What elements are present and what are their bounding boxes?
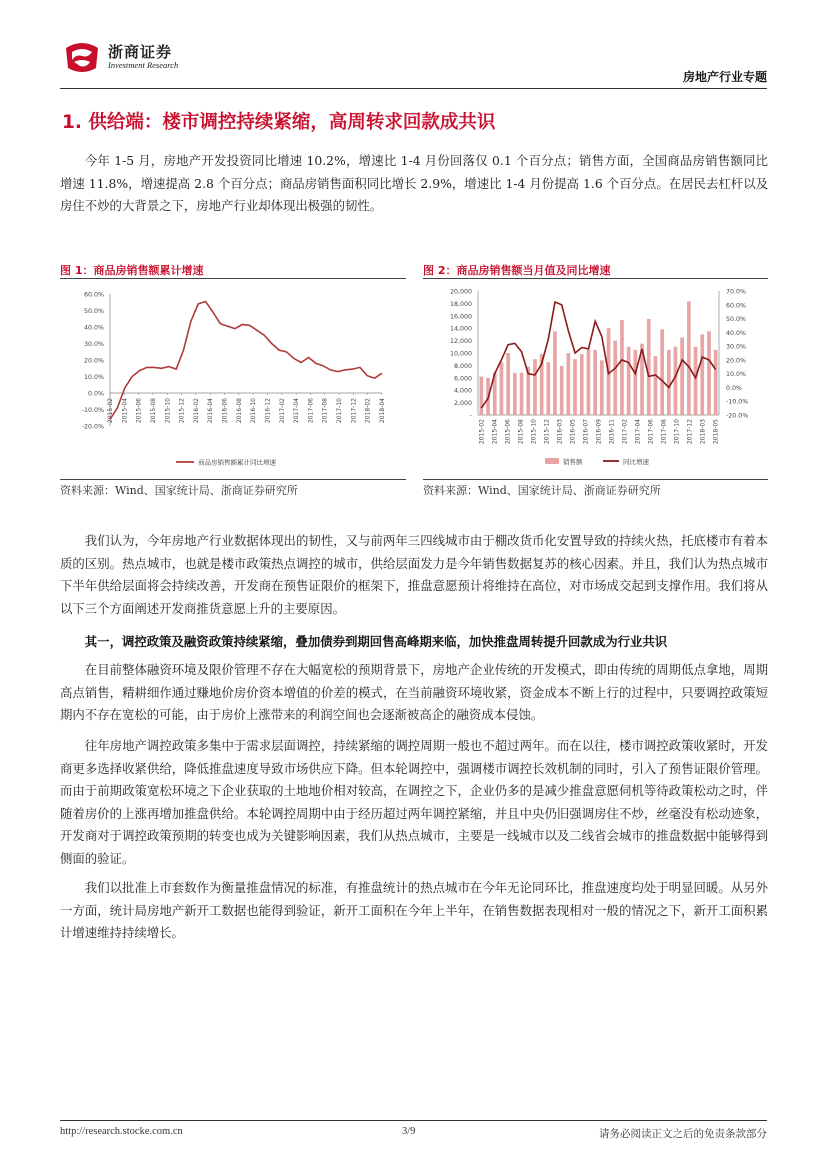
legend-swatch-bar xyxy=(545,458,559,464)
bar-monthly-sales xyxy=(560,366,564,415)
bar-monthly-sales xyxy=(520,373,524,415)
bar-monthly-sales xyxy=(620,320,624,415)
x-tick-label: 2015-06 xyxy=(504,419,512,445)
x-tick-label: 2015-02 xyxy=(478,419,486,445)
bar-monthly-sales xyxy=(627,347,631,415)
brand-name-en: Investment Research xyxy=(108,60,179,70)
y-left-tick-label: 12,000 xyxy=(449,338,472,346)
bar-monthly-sales xyxy=(587,350,591,415)
x-tick-label: 2015-12 xyxy=(543,419,551,445)
bar-monthly-sales xyxy=(667,350,671,415)
y-tick-label: 50.0% xyxy=(83,308,104,315)
footer-divider xyxy=(60,1120,767,1121)
y-tick-label: 60.0% xyxy=(83,291,104,299)
y-left-tick-label: 20,000 xyxy=(449,288,472,296)
brand-name-cn: 浙商证券 xyxy=(108,43,173,61)
y-tick-label: 40.0% xyxy=(83,324,104,332)
bar-monthly-sales xyxy=(600,360,604,415)
x-tick-label: 2017-12 xyxy=(350,398,358,424)
bar-monthly-sales xyxy=(547,362,551,415)
brand-logo xyxy=(62,38,184,78)
y-tick-label: 10.0% xyxy=(83,374,104,381)
x-tick-label: 2016-09 xyxy=(595,419,603,445)
bar-monthly-sales xyxy=(500,362,504,415)
y-left-tick-label: 2,000 xyxy=(453,400,472,408)
x-tick-label: 2015-06 xyxy=(135,398,143,424)
bar-monthly-sales xyxy=(634,350,638,415)
y-right-tick-label: 0.0% xyxy=(726,384,742,392)
y-left-tick-label: 10,000 xyxy=(449,350,472,358)
y-right-tick-label: 20.0% xyxy=(726,357,747,365)
bar-monthly-sales xyxy=(687,302,691,416)
x-tick-label: 2015-12 xyxy=(178,398,186,424)
y-right-tick-label: -10.0% xyxy=(726,398,749,406)
header-divider xyxy=(60,88,767,89)
bar-monthly-sales xyxy=(647,319,651,415)
x-tick-label: 2018-02 xyxy=(364,398,372,424)
y-left-tick-label: 4,000 xyxy=(453,387,472,395)
y-tick-label: -10.0% xyxy=(81,407,104,414)
bar-monthly-sales xyxy=(580,354,584,415)
x-tick-label: 2016-08 xyxy=(235,398,243,424)
x-tick-label: 2017-06 xyxy=(307,398,315,424)
bar-monthly-sales xyxy=(593,350,597,415)
legend-label: 商品房销售额累计同比增速 xyxy=(198,458,276,467)
y-left-tick-label: 14,000 xyxy=(449,325,472,333)
x-tick-label: 2017-08 xyxy=(660,419,668,445)
policy-paragraph: 往年房地产调控政策多集中于需求层面调控，持续紧缩的调控周期一般也不超过两年。而在以往，楼市调控政策收紧时，开发商更多选择收紧供给，降低推盘速度导致市场供应下降。但本轮调控中，强调楼市调控长效机制的同时，引入了预售证限价管理。而由于前期政策宽松环境之下企业获取的土地地价相对较高，在调控之下，企业仍多的是减少推盘意愿伺机等待政策松动之时，伴随着房价的上涨再增加推盘供给。本轮调控周期中由于经历超过两年调控紧缩，并且中央仍旧强调房住不炒，丝毫没有松动迹象，开发商对于调控政策预期的转变也成为关键影响因素，我们从热点城市，主要是一线城市以及二线省会城市的推盘数据中能够得到侧面的验证。 xyxy=(60,738,768,866)
bar-monthly-sales xyxy=(513,373,517,415)
y-right-tick-label: 50.0% xyxy=(726,316,747,324)
y-left-tick-label: 18,000 xyxy=(449,300,472,308)
bar-monthly-sales xyxy=(533,359,537,415)
x-tick-label: 2016-07 xyxy=(582,419,590,445)
financing-paragraph: 在目前整体融资环境及限价管理不存在大幅宽松的预期背景下，房地产企业传统的开发模式，即由传统的周期低点拿地，周期高点销售，精耕细作通过赚地价房价资本增值的价差的模式，在当前融资环境收紧，资金成本不断上行的过程中，只要调控政策短期内不存在宽松的可能，由于房价上涨带来的利润空间也会逐渐被高企的融资成本侵蚀。 xyxy=(60,662,768,722)
x-tick-label: 2016-06 xyxy=(221,398,229,424)
x-tick-label: 2016-11 xyxy=(608,419,616,445)
x-tick-label: 2015-08 xyxy=(517,419,525,445)
y-left-tick-label: 16,000 xyxy=(449,313,472,321)
x-tick-label: 2017-10 xyxy=(673,419,681,445)
y-right-tick-label: 30.0% xyxy=(726,343,747,351)
legend-label-sales: 销售额 xyxy=(563,458,583,466)
bar-monthly-sales xyxy=(707,331,711,415)
bar-monthly-sales xyxy=(553,331,557,415)
x-tick-label: 2017-04 xyxy=(634,419,642,445)
bar-monthly-sales xyxy=(506,353,510,415)
x-tick-label: 2015-08 xyxy=(149,398,157,424)
x-tick-label: 2016-05 xyxy=(569,419,577,445)
x-tick-label: 2018-05 xyxy=(712,419,720,445)
figure-2-bottom-rule xyxy=(423,479,768,480)
figure-2-combo-chart xyxy=(423,282,768,477)
x-tick-label: 2017-08 xyxy=(321,398,329,424)
bar-monthly-sales xyxy=(573,359,577,415)
y-right-tick-label: 10.0% xyxy=(726,371,747,379)
x-tick-label: 2016-10 xyxy=(250,398,258,424)
y-tick-label: 30.0% xyxy=(83,341,104,348)
y-right-tick-label: -20.0% xyxy=(726,412,749,420)
x-tick-label: 2016-03 xyxy=(556,419,564,445)
x-tick-label: 2016-04 xyxy=(207,398,215,424)
figure-1-source: 资料来源：Wind、国家统计局、浙商证券研究所 xyxy=(60,484,298,497)
y-tick-label: 0.0% xyxy=(88,390,104,398)
bar-monthly-sales xyxy=(694,347,698,415)
bar-monthly-sales xyxy=(480,377,484,415)
figure-1-bottom-rule xyxy=(60,479,406,480)
footer-disclaimer: 请务必阅读正文之后的免责条款部分 xyxy=(599,1128,767,1140)
x-tick-label: 2016-02 xyxy=(192,398,200,424)
figure-2-source: 资料来源：Wind、国家统计局、浙商证券研究所 xyxy=(423,484,661,497)
bar-monthly-sales xyxy=(660,329,664,415)
x-tick-label: 2015-10 xyxy=(530,419,538,445)
x-tick-label: 2015-02 xyxy=(107,398,114,424)
intro-paragraph: 今年 1-5 月，房地产开发投资同比增速 10.2%，增速比 1-4 月份回落仅 0.1 个百分点；销售方面，全国商品房销售额同比增速 11.8%，增速提高 2.8 个百分点；商品房销售面积同比增长 2.9%，增速比 1-4 月份提高 1.6 个百分点。在居民去杠杆以及房住不炒的大背景之下，房地产行业却体现出极强的韧性。 xyxy=(60,153,768,213)
document-type: 房地产行业专题 xyxy=(682,70,767,84)
bar-monthly-sales xyxy=(654,356,658,415)
y-right-tick-label: 70.0% xyxy=(726,288,747,296)
y-tick-label: 20.0% xyxy=(83,357,104,365)
figure-1-top-rule xyxy=(60,278,406,279)
brand-emblem-icon xyxy=(62,40,102,76)
x-tick-label: 2015-04 xyxy=(121,398,129,424)
figure-2-top-rule xyxy=(423,278,768,279)
bar-monthly-sales xyxy=(613,341,617,415)
x-tick-label: 2018-03 xyxy=(699,419,707,445)
x-tick-label: 2015-04 xyxy=(491,419,499,445)
page-number: 3/9 xyxy=(402,1126,416,1137)
y-right-tick-label: 60.0% xyxy=(726,302,747,310)
x-tick-label: 2017-12 xyxy=(686,419,694,445)
x-tick-label: 2017-10 xyxy=(336,398,344,424)
y-left-tick-label: - xyxy=(469,412,472,420)
x-tick-label: 2016-12 xyxy=(264,398,272,424)
x-tick-label: 2015-10 xyxy=(164,398,172,424)
bar-monthly-sales xyxy=(680,338,684,416)
x-tick-label: 2017-02 xyxy=(278,398,286,424)
supply-paragraph: 我们以批准上市套数作为衡量推盘情况的标准，有推盘统计的热点城市在今年无论同环比，推盘速度均处于明显回暖。从另外一方面，统计局房地产新开工数据也能得到验证，新开工面积在今年上半年，在销售数据表现相对一般的情况之下，新开工面积累计增速维持持续增长。 xyxy=(60,880,768,940)
x-tick-label: 2017-04 xyxy=(293,398,301,424)
bar-monthly-sales xyxy=(700,334,704,415)
y-right-tick-label: 40.0% xyxy=(726,329,747,337)
x-tick-label: 2017-06 xyxy=(647,419,655,445)
y-left-tick-label: 8,000 xyxy=(453,362,472,370)
legend-label-growth: 同比增速 xyxy=(623,458,649,466)
bar-monthly-sales xyxy=(567,353,571,415)
footer-url[interactable]: http://research.stocke.com.cn xyxy=(60,1126,183,1137)
section-title: 1. 供给端：楼市调控持续紧缩，高周转求回款成共识 xyxy=(62,112,496,133)
analysis-paragraph: 我们认为，今年房地产行业数据体现出的韧性，又与前两年三四线城市由于棚改货币化安置导致的持续火热，托底楼市有着本质的区别。热点城市，也就是楼市政策热点调控的城市，供给层面发力是今年销售数据复苏的核心因素。并且，我们认为热点城市下半年供给层面将会持续改善，开发商在预售证限价的框架下，推盘意愿预计将维持在高位，对市场成交起到支撑作用。我们将从以下三个方面阐述开发商推货意愿上升的主要原因。 xyxy=(60,533,768,616)
x-tick-label: 2017-02 xyxy=(621,419,629,445)
figure-1-line-chart xyxy=(60,282,406,477)
x-tick-label: 2018-04 xyxy=(379,398,386,424)
point-one-heading: 其一，调控政策及融资政策持续紧缩，叠加债券到期回售高峰期来临，加快推盘周转提升回款成为行业共识 xyxy=(84,634,668,649)
bar-monthly-sales xyxy=(714,350,718,415)
figure-2-title: 图 2：商品房销售额当月值及同比增速 xyxy=(423,264,611,277)
y-tick-label: -20.0% xyxy=(81,423,104,431)
figure-1-title: 图 1：商品房销售额累计增速 xyxy=(60,264,204,277)
y-left-tick-label: 6,000 xyxy=(453,375,472,383)
bar-monthly-sales xyxy=(674,347,678,415)
